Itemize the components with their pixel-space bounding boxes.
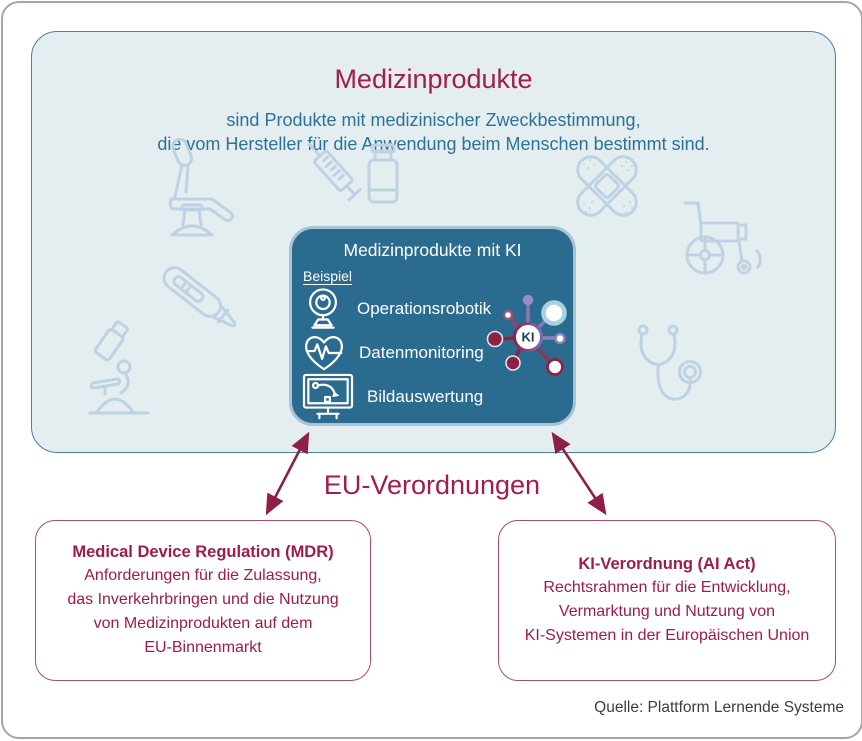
ki-box-title: Medizinprodukte mit KI [343,240,522,260]
ki-item-label: Bildauswertung [367,387,484,406]
source-credit: Quelle: Plattform Lernende Systeme [594,699,844,716]
microscope-icon [87,320,151,420]
ki-item-label: Operationsrobotik [357,299,492,318]
mdr-line: das Inverkehrbringen und die Nutzung [67,591,339,608]
ai-act-line: KI-Systemen in der Europäischen Union [524,627,810,644]
ai-act-line: Vermarktung und Nutzung von [558,603,776,620]
ai-act-box [498,520,836,681]
stethoscope-icon [624,322,710,422]
infographic-card [1,1,862,739]
ki-item-label: Datenmonitoring [359,343,484,362]
mdr-line: Anforderungen für die Zulassung, [84,567,322,584]
ai-act-heading: KI-Verordnung (AI Act) [578,555,756,573]
heart-pulse-icon [302,332,346,374]
treatment-chair-icon [142,137,237,245]
panel-title: Medizinprodukte [334,64,533,94]
crossed-plasters-icon [564,144,650,228]
mdr-line: von Medizinprodukten auf dem [93,615,313,632]
panel-subtitle-line2: die vom Hersteller für die Anwendung beim Menschen bestimmt sind. [157,134,710,154]
wheelchair-icon [677,195,767,279]
beispiel-label: Beispiel [303,268,353,284]
ki-network-center-label: KI [521,329,535,345]
mdr-box [35,520,371,681]
ai-act-line: Rechtsrahmen für die Entwicklung, [543,579,791,596]
panel-subtitle-line1: sind Produkte mit medizinischer Zweckbestimmung, [226,110,641,130]
eu-verordnungen-title: EU-Verordnungen [323,470,541,500]
ki-network-icon [482,291,584,385]
syringe-and-vial-icon [297,132,412,220]
surgical-robot-camera-icon [302,287,344,331]
thermometer-icon [150,256,248,350]
mdr-line: EU-Binnenmarkt [144,639,262,656]
mdr-heading: Medical Device Regulation (MDR) [72,543,334,561]
image-analysis-monitor-icon [302,373,354,421]
